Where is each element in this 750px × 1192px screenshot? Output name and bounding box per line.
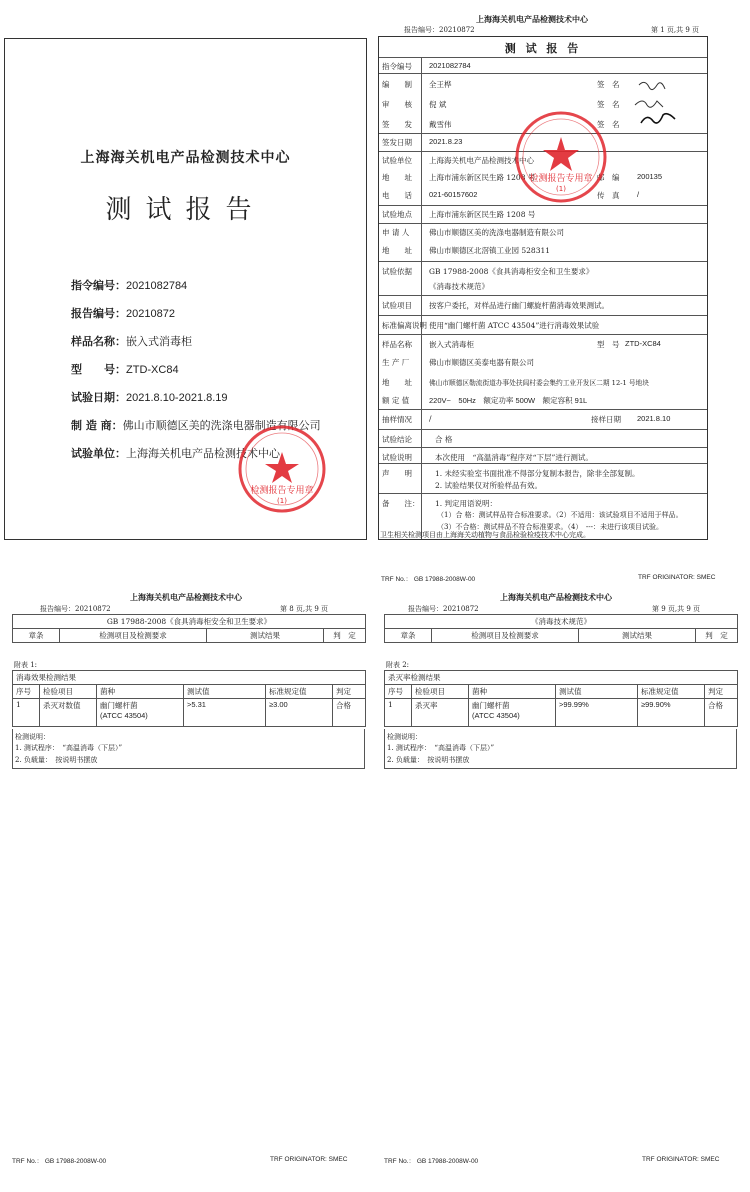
label-addr: 地 址 bbox=[382, 173, 412, 182]
label-compiled: 编 制 bbox=[382, 80, 412, 89]
label-post: 邮 编 bbox=[597, 173, 620, 182]
page9-table-title: 杀灭率检测结果 bbox=[385, 671, 738, 685]
page8-page-info: 第 8 页,共 9 页 bbox=[280, 605, 329, 613]
cover-org: 上海海关机电产品检测技术中心 bbox=[80, 150, 291, 166]
page9-page-info: 第 9 页,共 9 页 bbox=[652, 605, 701, 613]
cell-no: 1 bbox=[13, 699, 40, 727]
value-note2: （1）合 格：测试样品符合标准要求。（2）不适用：该试验项目不适用于样品。 bbox=[437, 511, 683, 519]
label-basis: 试验依据 bbox=[382, 267, 412, 276]
page8-head-items: 检测项目及检测要求 bbox=[60, 629, 207, 643]
col-no: 序号 bbox=[13, 685, 40, 699]
value-site: 上海市浦东新区民生路 1208 号 bbox=[429, 210, 536, 219]
cover-field-model: 型 号：ZTD-XC84 bbox=[71, 363, 179, 376]
value-sample: 嵌入式消毒柜 bbox=[429, 340, 474, 349]
page8-trf-orig: TRF ORIGINATOR: SMEC bbox=[270, 1156, 348, 1163]
col-strain: 菌种 bbox=[97, 685, 184, 699]
label-fax: 传 真 bbox=[597, 191, 620, 200]
table-row bbox=[13, 699, 366, 727]
cell-std-value: ≥99.90% bbox=[638, 699, 705, 727]
label-desc: 试验说明 bbox=[382, 453, 412, 462]
label-note: 备 注： bbox=[382, 499, 420, 508]
label-item: 试验项目 bbox=[382, 301, 412, 310]
page8-table-title: 消毒效果检测结果 bbox=[13, 671, 366, 685]
label-statement: 声 明 bbox=[382, 469, 412, 478]
value-rated: 220V~ 50Hz 额定功率 500W 额定容积 91L bbox=[429, 396, 588, 405]
page9-result-table bbox=[384, 670, 738, 727]
cover-field-sample: 样品名称：嵌入式消毒柜 bbox=[71, 335, 192, 348]
cover-page bbox=[4, 38, 367, 540]
col-std-value: 标准规定值 bbox=[638, 685, 705, 699]
page9-head-items: 检测项目及检测要求 bbox=[432, 629, 579, 643]
col-test-value: 测试值 bbox=[184, 685, 266, 699]
label-sampling: 抽样情况 bbox=[382, 415, 412, 424]
col-item: 检验项目 bbox=[40, 685, 97, 699]
cover-field-unit: 试验单位：上海海关机电产品检测技术中心 bbox=[71, 447, 280, 460]
value-basis2: 《消毒技术规范》 bbox=[429, 282, 489, 291]
label-conclusion: 试验结论 bbox=[382, 435, 412, 444]
page1-page-info: 第 1 页,共 9 页 bbox=[651, 26, 700, 34]
cover-field-instr: 指令编号：2021082784 bbox=[71, 279, 188, 292]
page9-annex: 附表 2: bbox=[386, 661, 410, 669]
cell-test-value: >5.31 bbox=[184, 699, 266, 727]
cell-std-value: ≥3.00 bbox=[266, 699, 333, 727]
col-no: 序号 bbox=[385, 685, 412, 699]
value-std: 使用“幽门螺杆菌 ATCC 43504”进行消毒效果试验 bbox=[429, 321, 600, 330]
label-std: 标准偏离说明 bbox=[382, 321, 427, 330]
col-verdict: 判定 bbox=[333, 685, 366, 699]
page9-trf-no: TRF No.： GB 17988-2008W-00 bbox=[384, 1158, 479, 1165]
label-applicant: 申 请 人 bbox=[382, 228, 410, 237]
value-issue-date: 2021.8.23 bbox=[429, 137, 463, 146]
value-review: 倪 斌 bbox=[429, 100, 447, 109]
page8-head-verdict: 判 定 bbox=[324, 629, 366, 643]
page9-standard: 《消毒技术规范》 bbox=[385, 615, 738, 629]
svg-text:检测报告专用章: 检测报告专用章 bbox=[250, 486, 314, 496]
value-applicant: 佛山市顺德区美的洗涤电器制造有限公司 bbox=[429, 228, 564, 237]
cell-verdict: 合格 bbox=[705, 699, 738, 727]
page9-note-1: 1. 测试程序： “高温消毒（下层）” bbox=[387, 744, 495, 752]
page9-trf-no-top: TRF No.： GB 17988-2008W-00 bbox=[381, 576, 476, 583]
col-item: 检验项目 bbox=[412, 685, 469, 699]
label-review: 审 核 bbox=[382, 100, 412, 109]
cell-strain: 幽门螺杆菌 (ATCC 43504) bbox=[469, 699, 556, 727]
value-note3: （3）不合格：测试样品不符合标准要求。（4） ---：未进行该项目试验。 bbox=[437, 523, 664, 531]
label-instr: 指令编号 bbox=[382, 62, 412, 71]
cover-title: 测试报告 bbox=[105, 195, 266, 225]
page1-title: 测 试 报 告 bbox=[504, 42, 582, 55]
svg-text:(1): (1) bbox=[556, 185, 566, 193]
label-sign3: 签 名 bbox=[597, 120, 620, 129]
page8-org: 上海海关机电产品检测技术中心 bbox=[130, 592, 242, 602]
cover-field-report: 报告编号：20210872 bbox=[71, 307, 175, 320]
label-issue: 签 发 bbox=[382, 120, 412, 129]
page9-header-table bbox=[384, 614, 738, 643]
value-maker: 佛山市顺德区美泰电器有限公司 bbox=[429, 358, 534, 367]
label-maker: 生 产 厂 bbox=[382, 358, 410, 367]
page8-head-result: 测试结果 bbox=[207, 629, 324, 643]
label-site: 试验地点 bbox=[382, 210, 412, 219]
page8-standard: GB 17988-2008《食具消毒柜安全和卫生要求》 bbox=[13, 615, 366, 629]
cover-field-maker: 制 造 商：佛山市顺德区美的洗涤电器制造有限公司 bbox=[71, 419, 321, 432]
page8-head-clause: 章条 bbox=[13, 629, 60, 643]
official-seal-stamp bbox=[237, 424, 327, 514]
value-post: 200135 bbox=[637, 172, 663, 181]
value-instr: 2021082784 bbox=[429, 61, 471, 70]
value-statement2: 2. 试验结果仅对所验样品有效。 bbox=[435, 481, 543, 490]
value-item: 按客户委托，对样品进行幽门螺旋杆菌消毒效果测试。 bbox=[429, 301, 609, 310]
page8-notes-title: 检测说明： bbox=[15, 733, 50, 741]
value-note1: 1. 判定用语说明： bbox=[435, 499, 498, 508]
page9-notes bbox=[384, 729, 737, 769]
page8-result-table bbox=[12, 670, 366, 727]
label-rated: 额 定 值 bbox=[382, 396, 410, 405]
cover-field-date: 试验日期：2021.8.10-2021.8.19 bbox=[71, 391, 228, 404]
value-app-addr: 佛山市顺德区北滘镇工业园 528311 bbox=[429, 246, 551, 255]
page8-annex: 附表 1: bbox=[14, 661, 38, 669]
svg-text:检测报告专用章: 检测报告专用章 bbox=[529, 174, 593, 184]
page8-header-table bbox=[12, 614, 366, 643]
label-tel: 电 话 bbox=[382, 191, 412, 200]
col-verdict: 判定 bbox=[705, 685, 738, 699]
cell-item: 杀灭对数值 bbox=[40, 699, 97, 727]
page9-head-verdict: 判 定 bbox=[696, 629, 738, 643]
value-model: ZTD-XC84 bbox=[625, 339, 661, 348]
page8-trf-no: TRF No.： GB 17988-2008W-00 bbox=[12, 1158, 107, 1165]
page9-head-clause: 章条 bbox=[385, 629, 432, 643]
page9-report-no: 报告编号：20210872 bbox=[408, 605, 479, 613]
page9-note-2: 2. 负载量： 按说明书摆放 bbox=[387, 756, 470, 764]
cell-verdict: 合格 bbox=[333, 699, 366, 727]
label-receive: 接样日期 bbox=[591, 415, 621, 424]
value-conclusion: 合 格 bbox=[435, 435, 453, 444]
col-std-value: 标准规定值 bbox=[266, 685, 333, 699]
label-maker-addr: 地 址 bbox=[382, 378, 412, 387]
label-sign2: 签 名 bbox=[597, 100, 620, 109]
cell-test-value: >99.99% bbox=[556, 699, 638, 727]
page9-org: 上海海关机电产品检测技术中心 bbox=[500, 592, 612, 602]
page8-report-no: 报告编号：20210872 bbox=[40, 605, 111, 613]
table-row bbox=[385, 699, 738, 727]
page1-org: 上海海关机电产品检测技术中心 bbox=[476, 14, 588, 24]
value-desc: 本次使用 “高温消毒”程序对“下层”进行测试。 bbox=[435, 453, 593, 462]
value-sampling: / bbox=[429, 414, 432, 423]
label-app-addr: 地 址 bbox=[382, 246, 412, 255]
value-fax: / bbox=[637, 190, 640, 199]
page9-trf-orig: TRF ORIGINATOR: SMEC bbox=[642, 1156, 720, 1163]
value-statement1: 1. 未经实验室书面批准不得部分复制本报告，除非全部复制。 bbox=[435, 469, 640, 478]
label-unit: 试验单位 bbox=[382, 156, 412, 165]
page9-head-result: 测试结果 bbox=[579, 629, 696, 643]
official-seal-stamp-page1 bbox=[513, 109, 609, 205]
page8-note-2: 2. 负载量： 按说明书摆放 bbox=[15, 756, 98, 764]
col-test-value: 测试值 bbox=[556, 685, 638, 699]
label-model: 型 号 bbox=[597, 340, 620, 349]
page9-trf-orig-top: TRF ORIGINATOR: SMEC bbox=[638, 574, 716, 581]
label-issue-date: 签发日期 bbox=[382, 138, 412, 147]
label-sign1: 签 名 bbox=[597, 80, 620, 89]
cell-item: 杀灭率 bbox=[412, 699, 469, 727]
value-addr: 上海市浦东新区民生路 1208 号 bbox=[429, 173, 536, 182]
cell-strain: 幽门螺杆菌 (ATCC 43504) bbox=[97, 699, 184, 727]
page8-notes bbox=[12, 729, 365, 769]
label-sample: 样品名称 bbox=[382, 340, 412, 349]
page1-report-table bbox=[378, 36, 708, 540]
value-receive: 2021.8.10 bbox=[637, 414, 671, 423]
value-tel: 021-60157602 bbox=[429, 190, 478, 199]
value-basis1: GB 17988-2008《食具消毒柜安全和卫生要求》 bbox=[429, 267, 594, 276]
page9-notes-title: 检测说明： bbox=[387, 733, 422, 741]
value-maker-addr: 佛山市顺德区勒流街道办事处扶闾村委会集约工业开发区二期 12-1 号地块 bbox=[429, 379, 649, 387]
value-unit: 上海海关机电产品检测技术中心 bbox=[429, 156, 534, 165]
value-issue: 戴雪伟 bbox=[429, 120, 452, 129]
value-compiled: 全王桦 bbox=[429, 80, 452, 89]
svg-text:(1): (1) bbox=[277, 497, 287, 505]
page1-note4: 卫生相关检测项目由上海海关动植物与食品检验检疫技术中心完成。 bbox=[380, 531, 590, 539]
col-strain: 菌种 bbox=[469, 685, 556, 699]
cell-no: 1 bbox=[385, 699, 412, 727]
page8-note-1: 1. 测试程序： “高温消毒（下层）” bbox=[15, 744, 123, 752]
handwritten-signatures bbox=[629, 75, 689, 133]
page1-report-no: 报告编号：20210872 bbox=[404, 26, 475, 34]
